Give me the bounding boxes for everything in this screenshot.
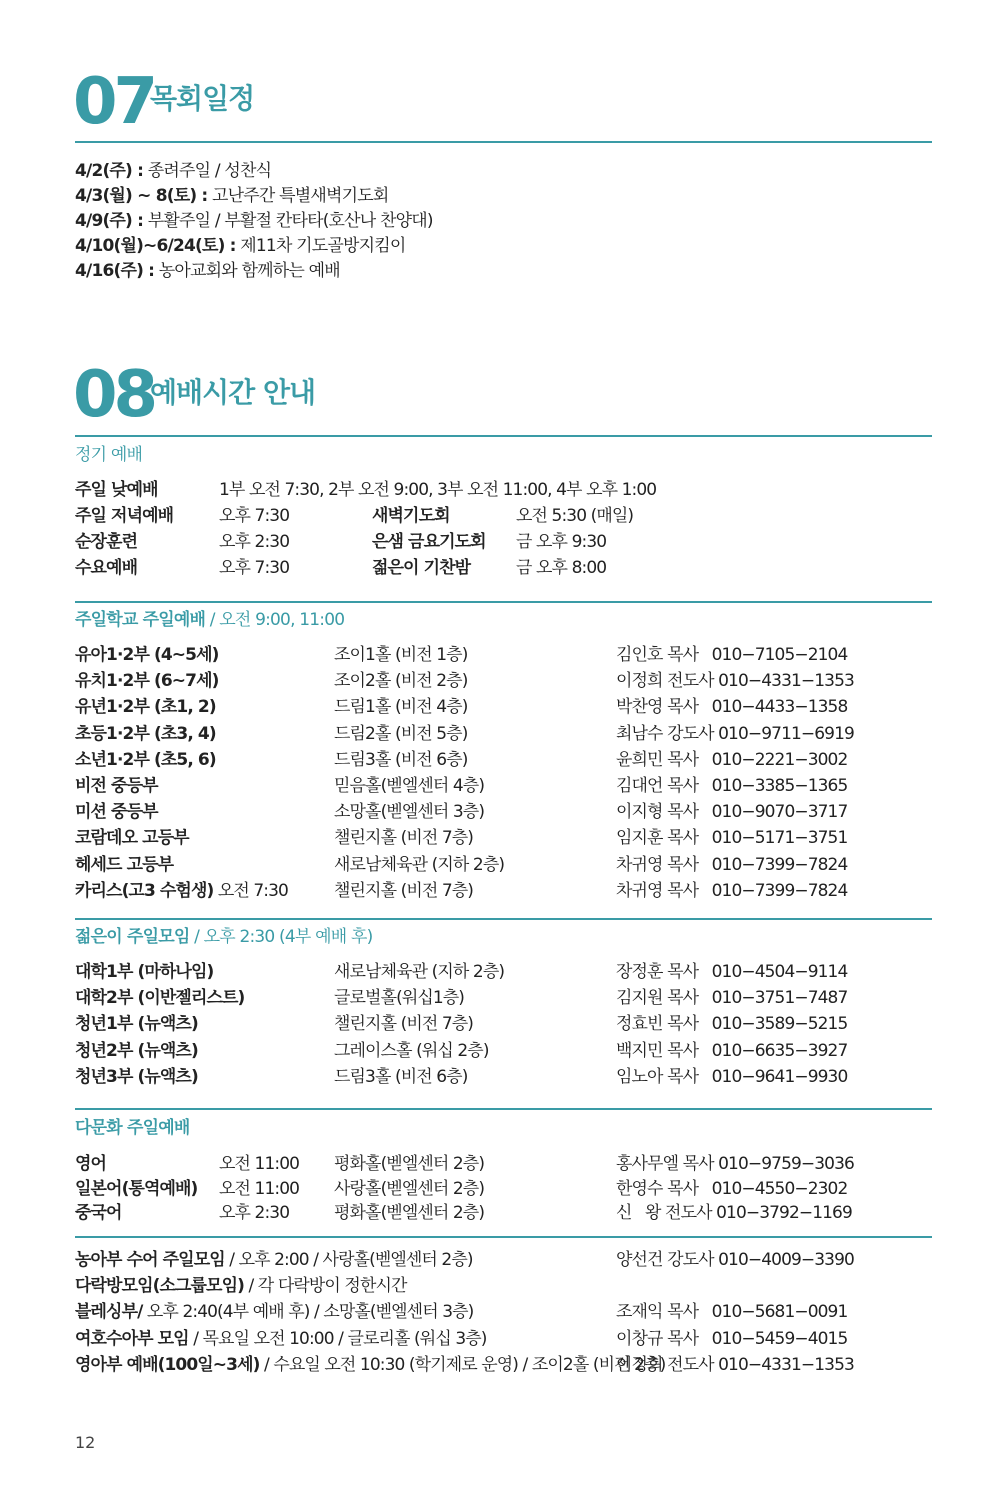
department-contact: 박찬영 목사 010−4433−1358: [616, 697, 848, 718]
department-name-cell: [75, 854, 174, 875]
schedule-item: [75, 238, 406, 255]
department-name: 유아1·2부 (4~5세): [75, 645, 219, 665]
schedule-desc: 제11차 기도골방지킴이: [235, 236, 406, 256]
department-name-cell: [75, 830, 189, 847]
department-name: 초등1·2부 (초3, 4): [75, 723, 216, 744]
meeting-name: 다락방모임(소그룹모임): [75, 1276, 244, 1297]
meeting-contact: 이창규 목사 010−5459−4015: [616, 1328, 848, 1349]
youth-group-contact: 정효빈 목사 010−3589−5215: [616, 1014, 848, 1035]
meeting-detail: / 각 다락방이 정한시간: [243, 1276, 407, 1297]
youth-group-name: 대학2부 (이반젤리스트): [75, 988, 245, 1009]
department-place: 조이1홀 (비전 1층): [334, 645, 468, 665]
language-time: 오전 11:00: [219, 1178, 300, 1199]
worship-name: 은샘 금요기도회: [372, 532, 486, 552]
worship-time: 오후 2:30: [219, 532, 290, 552]
department-name: 유치1·2부 (6~7세): [75, 671, 219, 692]
worship-time: 금 오후 8:00: [516, 558, 607, 578]
schedule-date: 4/2(주) :: [75, 161, 144, 181]
department-contact: 차귀영 목사 010−7399−7824: [616, 880, 848, 901]
language-name: 일본어(통역예배): [75, 1178, 198, 1199]
sunday-school-rule: [75, 918, 932, 920]
language-contact: 신 왕 전도사 010−3792−1169: [616, 1203, 852, 1223]
department-contact: 윤희민 목사 010−2221−3002: [616, 749, 848, 770]
youth-heading-label: 젊은이 주일모임: [75, 927, 190, 947]
department-contact: 김대언 목사 010−3385−1365: [616, 776, 848, 796]
worship-time: 오후 7:30: [219, 558, 290, 578]
meeting-name: 여호수아부 모임: [75, 1328, 189, 1349]
meeting-contact: 이정희 전도사 010−4331−1353: [616, 1354, 854, 1375]
department-name-cell: [75, 749, 216, 770]
department-name-cell: [75, 723, 216, 744]
department-name-cell: [75, 673, 218, 690]
schedule-date: 4/10(월)~6/24(토) :: [75, 236, 236, 256]
department-contact: 차귀영 목사 010−7399−7824: [616, 854, 848, 875]
schedule-item: [75, 163, 271, 180]
department-place: 새로남체육관 (지하 2층): [334, 854, 505, 875]
page-number: 12: [75, 1433, 96, 1452]
multicultural-heading-label: 다문화 주일예배: [75, 1118, 190, 1138]
worship-name: 순장훈련: [75, 532, 138, 552]
department-place: 챌린지홀 (비전 7층): [334, 828, 474, 849]
meeting-contact: 양선건 강도사 010−4009−3390: [616, 1250, 854, 1270]
meeting-detail: 오후 2:40(4부 예배 후) / 소망홀(벧엘센터 3층): [142, 1302, 474, 1323]
schedule-item: [75, 263, 340, 280]
schedule-item: [75, 188, 388, 205]
department-name: 유년1·2부 (초1, 2): [75, 697, 216, 718]
youth-rule: [75, 1108, 932, 1110]
language-place: 평화홀(벧엘센터 2층): [334, 1203, 485, 1223]
worship-name: 젊은이 기찬밤: [372, 558, 471, 578]
department-name-cell: [75, 699, 216, 716]
language-name: 중국어: [75, 1203, 122, 1223]
meeting-info: [75, 1328, 487, 1349]
department-place: 드림1홀 (비전 4층): [334, 697, 468, 718]
youth-group-name: 대학1부 (마하나임): [75, 962, 214, 982]
language-time: 오전 11:00: [219, 1154, 300, 1174]
department-name-cell: [75, 647, 218, 664]
language-contact: 한영수 목사 010−4550−2302: [616, 1178, 848, 1199]
language-contact: 홍사무엘 목사 010−9759−3036: [616, 1154, 854, 1174]
department-name-cell: [75, 804, 158, 821]
youth-group-place: 글로벌홀(워십1층): [334, 988, 465, 1009]
department-name-cell: [75, 778, 158, 795]
department-place: 드림2홀 (비전 5층): [334, 723, 468, 744]
worship-name: 새벽기도회: [372, 506, 450, 526]
meeting-name: 블레싱부/: [75, 1302, 143, 1323]
youth-group-contact: 장정훈 목사 010−4504−9114: [616, 962, 848, 982]
department-name: 코람데오 고등부: [75, 828, 189, 849]
youth-group-name: 청년1부 (뉴액츠): [75, 1014, 198, 1035]
department-contact: 임지훈 목사 010−5171−3751: [616, 828, 848, 849]
meeting-name: 농아부 수어 주일모임: [75, 1250, 225, 1270]
meeting-info: [75, 1278, 407, 1295]
schedule-date: 4/16(주) :: [75, 261, 155, 281]
section-08-number: 08: [73, 358, 155, 432]
sunday-day-label: 주일 낮예배: [75, 480, 158, 500]
language-time: 오후 2:30: [219, 1203, 290, 1223]
department-name: 소년1·2부 (초5, 6): [75, 749, 216, 770]
department-contact: 이지형 목사 010−9070−3717: [616, 802, 848, 823]
meeting-info: [75, 1304, 473, 1321]
youth-group-place: 챌린지홀 (비전 7층): [334, 1014, 474, 1035]
language-name: 영어: [75, 1154, 107, 1174]
meeting-detail: / 오후 2:00 / 사랑홀(벧엘센터 2층): [224, 1250, 473, 1270]
youth-group-place: 새로남체육관 (지하 2층): [334, 962, 505, 982]
department-place: 챌린지홀 (비전 7층): [334, 880, 474, 901]
multicultural-heading: [75, 1120, 189, 1137]
meeting-contact: 조재익 목사 010−5681−0091: [616, 1302, 848, 1323]
section-07-rule: [75, 141, 932, 143]
meeting-info: [75, 1252, 473, 1269]
youth-group-contact: 백지민 목사 010−6635−3927: [616, 1040, 848, 1061]
meeting-detail: / 목요일 오전 10:00 / 글로리홀 (워십 3층): [188, 1328, 487, 1349]
department-contact: 이정희 전도사 010−4331−1353: [616, 671, 854, 692]
sunday-school-heading: [75, 612, 344, 629]
schedule-desc: 종려주일 / 성찬식: [143, 161, 272, 181]
sunday-school-heading-time: / 오전 9:00, 11:00: [205, 610, 345, 630]
multicultural-rule: [75, 1236, 932, 1238]
regular-rule: [75, 601, 932, 603]
meeting-name: 영아부 예배(100일~3세): [75, 1354, 260, 1375]
sunday-school-heading-label: 주일학교 주일예배: [75, 610, 206, 630]
department-place: 믿음홀(벧엘센터 4층): [334, 776, 485, 796]
schedule-desc: 부활주일 / 부활절 칸타타(호산나 찬양대): [143, 211, 433, 231]
worship-name: 수요예배: [75, 558, 138, 578]
department-name: 미션 중등부: [75, 802, 158, 823]
department-name: 카리스(고3 수험생): [75, 880, 214, 901]
worship-name: 주일 저녁예배: [75, 506, 174, 526]
youth-group-contact: 김지원 목사 010−3751−7487: [616, 988, 848, 1009]
youth-group-place: 드림3홀 (비전 6층): [334, 1066, 468, 1087]
schedule-item: [75, 213, 433, 230]
youth-group-place: 그레이스홀 (워십 2층): [334, 1040, 489, 1061]
section-08-title: 예배시간 안내: [150, 376, 316, 409]
schedule-date: 4/3(월) ~ 8(토) :: [75, 186, 208, 206]
worship-time: 오전 5:30 (매일): [516, 506, 634, 526]
department-time: 오전 7:30: [213, 880, 288, 901]
department-name-cell: [75, 880, 288, 901]
department-name: 비전 중등부: [75, 776, 158, 796]
department-name: 헤세드 고등부: [75, 854, 174, 875]
language-place: 사랑홀(벧엘센터 2층): [334, 1178, 485, 1199]
language-place: 평화홀(벧엘센터 2층): [334, 1154, 485, 1174]
section-07-title: 목회일정: [150, 82, 255, 115]
meeting-detail: / 수요일 오전 10:30 (학기제로 운영) / 조이2홀 (비전 2층): [259, 1354, 666, 1375]
youth-heading-time: / 오후 2:30 (4부 예배 후): [189, 927, 373, 947]
meeting-info: [75, 1354, 666, 1375]
section-07-number: 07: [73, 65, 155, 139]
sunday-day-value: 1부 오전 7:30, 2부 오전 9:00, 3부 오전 11:00, 4부 오후 1:00: [219, 480, 657, 500]
department-place: 드림3홀 (비전 6층): [334, 749, 468, 770]
regular-worship-heading: 정기 예배: [75, 445, 143, 465]
department-contact: 최남수 강도사 010−9711−6919: [616, 723, 854, 744]
schedule-date: 4/9(주) :: [75, 211, 144, 231]
department-contact: 김인호 목사 010−7105−2104: [616, 645, 848, 665]
youth-group-contact: 임노아 목사 010−9641−9930: [616, 1066, 848, 1087]
worship-time: 금 오후 9:30: [516, 532, 607, 552]
youth-group-name: 청년2부 (뉴액츠): [75, 1040, 198, 1061]
worship-time: 오후 7:30: [219, 506, 290, 526]
section-08-rule: [75, 435, 932, 437]
schedule-desc: 고난주간 특별새벽기도회: [207, 186, 389, 206]
department-place: 조이2홀 (비전 2층): [334, 671, 468, 692]
schedule-desc: 농아교회와 함께하는 예배: [154, 261, 340, 281]
youth-heading: [75, 929, 372, 946]
department-place: 소망홀(벧엘센터 3층): [334, 802, 485, 823]
youth-group-name: 청년3부 (뉴액츠): [75, 1066, 198, 1087]
